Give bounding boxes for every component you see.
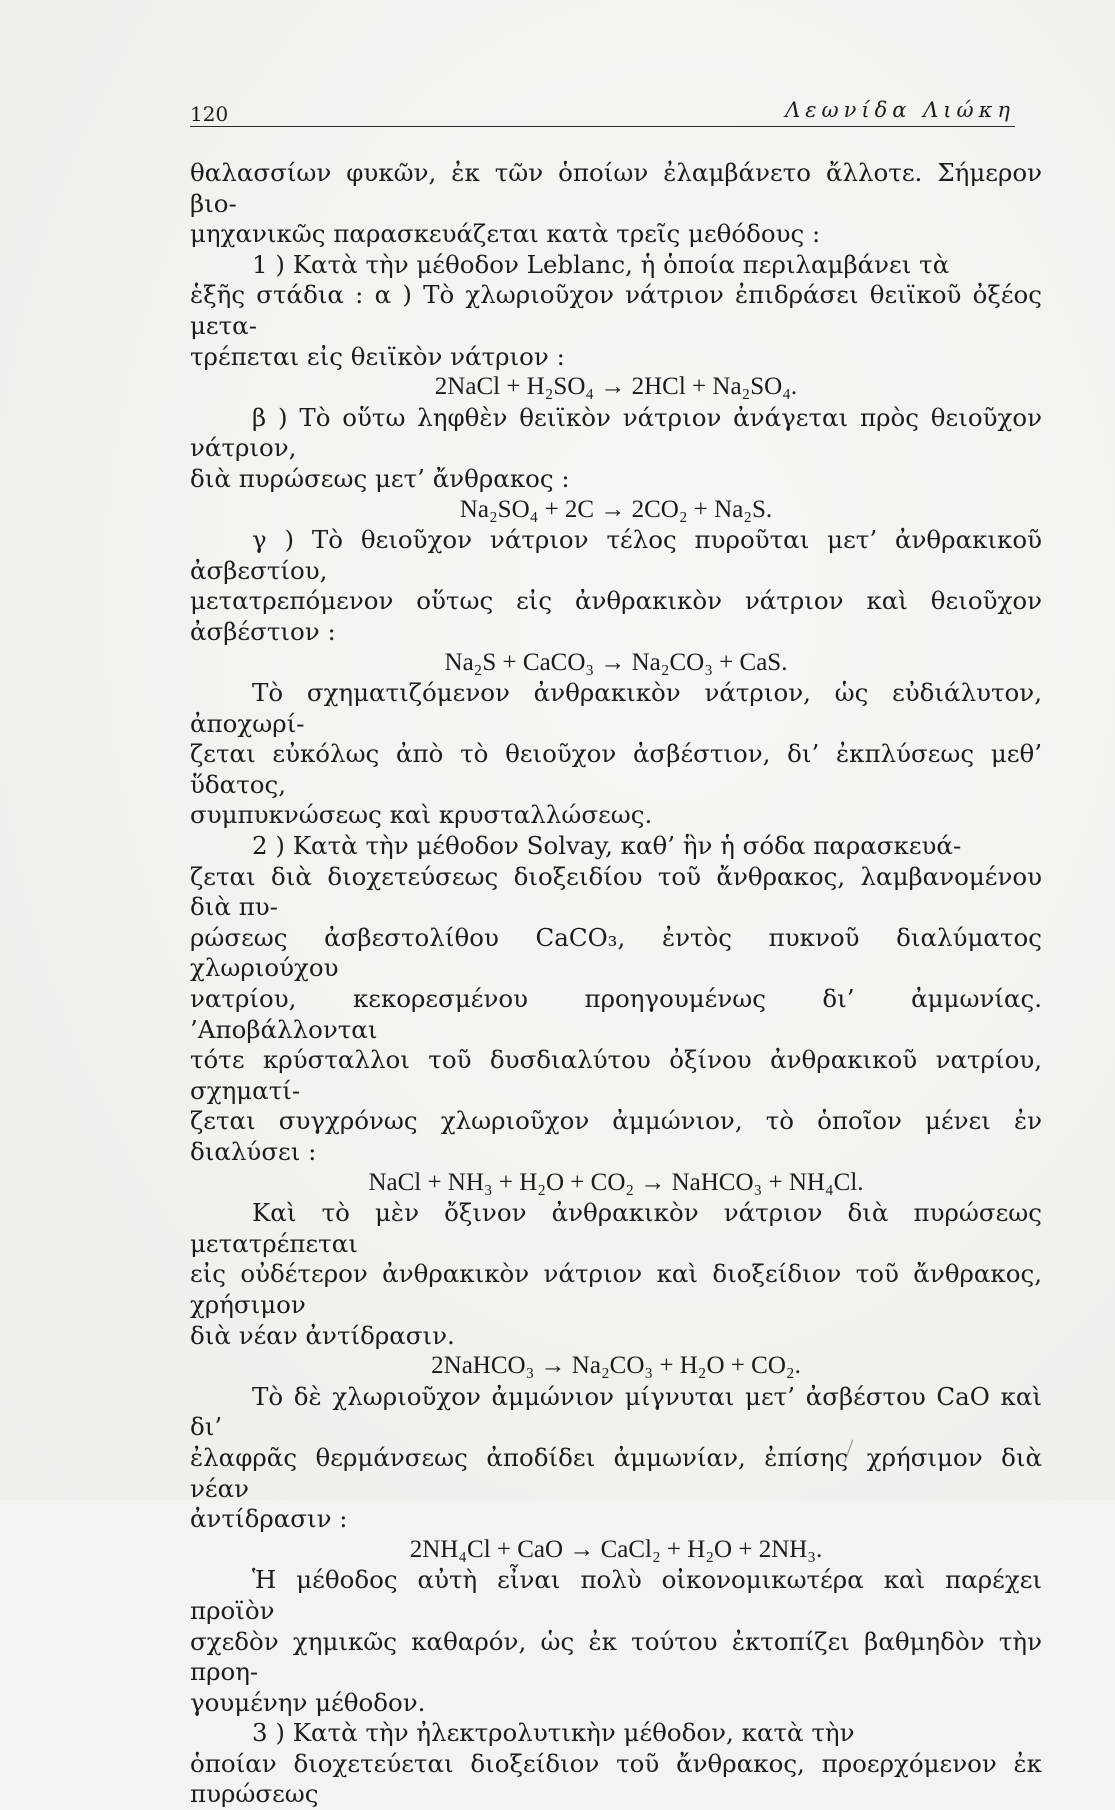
text-line: ζεται διὰ διοχετεύσεως διοξειδίου τοῦ ἄνθρακος, λαμβανομένου διὰ πυ- (190, 861, 1042, 922)
text-line: μηχανικῶς παρασκευάζεται κατὰ τρεῖς μεθόδους : (190, 219, 821, 249)
text-line: ζεται εὐκόλως ἀπὸ τὸ θειοῦχον ἀσβέστιον, δι’ ἐκπλύσεως μεθ’ ὕδατος, (190, 739, 1042, 799)
running-head: Λεωνίδα Λιώκη (785, 98, 1015, 122)
text-line: ἀντίδρασιν : (190, 1504, 348, 1534)
text-line: 2 ) Κατὰ τὴν μέθοδον Solvay, καθ’ ἣν ἡ σόδα παρασκευά- (252, 831, 962, 861)
text-line: διὰ πυρώσεως μετ’ ἄνθρακος : (190, 463, 570, 493)
text-line: 3 ) Κατὰ τὴν ἠλεκτρολυτικὴν μέθοδον, κατὰ τὴν (252, 1718, 855, 1748)
text-line: ὁποίαν διοχετεύεται διοξείδιον τοῦ ἄνθρακος, προερχόμενον ἐκ πυρώσεως (190, 1748, 1042, 1809)
text-line: 1 ) Κατὰ τὴν μέθοδον Leblanc, ἡ ὁποία περιλαμβάνει τὰ (252, 249, 950, 279)
text-line: Ἡ μέθοδος αὐτὴ εἶναι πολὺ οἰκονομικωτέρα καὶ παρέχει προϊὸν (190, 1565, 1042, 1625)
chemical-equation: Na₂S + CaCO₃ → Na₂CO₃ + CaS. (444, 648, 788, 676)
text-line: γουμένην μέθοδον. (190, 1687, 426, 1717)
text-line: θαλασσίων φυκῶν, ἐκ τῶν ὁποίων ἐλαμβάνετο ἄλλοτε. Σήμερον βιο- (190, 158, 1042, 218)
page-number: 120 (190, 102, 229, 126)
page-header (190, 96, 1015, 127)
text-line: ἑξῆς στάδια : α ) Τὸ χλωριοῦχον νάτριον ἐπιδράσει θειϊκοῦ ὀξέος μετα- (190, 280, 1042, 340)
text-line: νατρίου, κεκορεσμένου προηγουμένως δι’ ἀμμωνίας. ’Αποβάλλονται (190, 984, 1042, 1044)
text-line: Καὶ τὸ μὲν ὄξινον ἀνθρακικὸν νάτριον διὰ πυρώσεως μετατρέπεται (190, 1198, 1042, 1258)
text-line: εἰς οὐδέτερον ἀνθρακικὸν νάτριον καὶ διοξείδιον τοῦ ἄνθρακος, χρήσιμον (190, 1259, 1042, 1319)
text-line: συμπυκνώσεως καὶ κρυσταλλώσεως. (190, 800, 653, 830)
text-line: διὰ νέαν ἀντίδρασιν. (190, 1320, 455, 1350)
text-line: μετατρεπόμενον οὕτως εἰς ἀνθρακικὸν νάτριον καὶ θειοῦχον ἀσβέστιον : (190, 586, 1042, 646)
text-line: ἐλαφρᾶς θερμάνσεως ἀποδίδει ἀμμωνίαν, ἐπίσης χρήσιμον διὰ νέαν (190, 1442, 1042, 1503)
text-line: ζεται συγχρόνως χλωριοῦχον ἀμμώνιον, τὸ ὁποῖον μένει ἐν διαλύσει : (190, 1106, 1042, 1166)
text-line: γ ) Τὸ θειοῦχον νάτριον τέλος πυροῦται μετ’ ἀνθρακικοῦ ἀσβεστίου, (190, 525, 1042, 585)
text-line: Τὸ σχηματιζόμενον ἀνθρακικὸν νάτριον, ὡς εὐδιάλυτον, ἀποχωρί- (190, 678, 1042, 738)
chemical-equation: 2NaCl + H₂SO₄ → 2HCl + Na₂SO₄. (434, 373, 798, 401)
body-text (190, 158, 1042, 1810)
text-line: τότε κρύσταλλοι τοῦ δυσδιαλύτου ὀξίνου ἀνθρακικοῦ νατρίου, σχηματί- (190, 1045, 1042, 1105)
chemical-equation: 2NH₄Cl + CaO → CaCl₂ + H₂O + 2NH₃. (409, 1535, 823, 1563)
text-line: Τὸ δὲ χλωριοῦχον ἀμμώνιον μίγνυται μετ’ ἀσβέστου CaO καὶ δι’ (190, 1381, 1042, 1442)
chemical-equation: Na₂SO₄ + 2C → 2CO₂ + Na₂S. (459, 495, 773, 523)
text-line: σχεδὸν χημικῶς καθαρόν, ὡς ἐκ τούτου ἐκτοπίζει βαθμηδὸν τὴν προη- (190, 1626, 1042, 1687)
text-line: τρέπεται εἰς θειϊκὸν νάτριον : (190, 341, 565, 371)
text-line: β ) Τὸ οὕτω ληφθὲν θειϊκὸν νάτριον ἀνάγεται πρὸς θειοῦχον νάτριον, (190, 402, 1042, 463)
chemical-equation: NaCl + NH₃ + H₂O + CO₂ → NaHCO₃ + NH₄Cl. (368, 1168, 864, 1196)
text-line: ρώσεως ἀσβεστολίθου CaCO₃, ἐντὸς πυκνοῦ διαλύματος χλωριούχου (190, 922, 1042, 983)
chemical-equation: 2NaHCO₃ → Na₂CO₃ + H₂O + CO₂. (431, 1352, 801, 1380)
